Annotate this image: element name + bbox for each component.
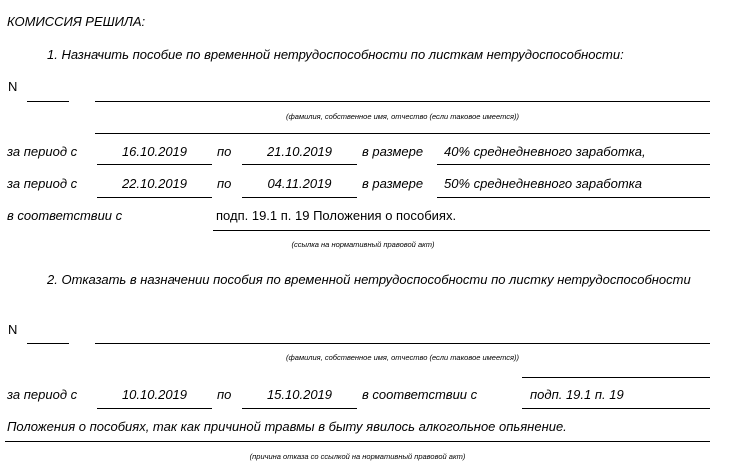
item1-n-line[interactable] <box>27 101 69 102</box>
period-2-from: 22.10.2019 <box>121 176 188 191</box>
period-1-from-line[interactable] <box>97 164 212 165</box>
period-1-from: 16.10.2019 <box>121 144 188 159</box>
item2-period-from-line[interactable] <box>97 408 212 409</box>
item2-reason-caption: (причина отказа со ссылкой на нормативный правовой акт) <box>249 452 466 461</box>
item2-reason-line[interactable] <box>5 441 710 442</box>
item1-n-label: N <box>8 79 18 94</box>
item2-period-from: 10.10.2019 <box>121 387 188 402</box>
item2-reason: Положения о пособиях, так как причиной травмы в быту явилось алкогольное опьянение. <box>7 419 567 434</box>
period-2-size-label: в размере <box>362 176 424 191</box>
period-1-label: за период с <box>7 144 78 159</box>
item2-period-label: за период с <box>7 387 78 402</box>
period-2-to: 04.11.2019 <box>267 176 332 191</box>
item2-period-to-line[interactable] <box>242 408 357 409</box>
item2-n-label: N <box>8 322 18 337</box>
period-2-amount-line[interactable] <box>437 197 710 198</box>
accordance-line[interactable] <box>213 230 710 231</box>
item2-accordance-line[interactable] <box>522 408 710 409</box>
period-2-to-label: по <box>217 176 232 191</box>
item2-text: 2. Отказать в назначении пособия по временной нетрудоспособности по листку нетрудоспособности <box>47 272 691 287</box>
item2-period-to: 15.10.2019 <box>266 387 333 402</box>
item2-n-line[interactable] <box>27 343 69 344</box>
item2-name-caption: (фамилия, собственное имя, отчество (если таковое имеется)) <box>286 353 519 362</box>
period-1-amount-line[interactable] <box>437 164 710 165</box>
accordance-caption: (ссылка на нормативный правовой акт) <box>291 240 435 249</box>
period-1-to: 21.10.2019 <box>266 144 333 159</box>
accordance-value: подп. 19.1 п. 19 Положения о пособиях. <box>216 208 457 223</box>
item2-accordance-value: подп. 19.1 п. 19 <box>530 387 624 402</box>
period-2-to-line[interactable] <box>242 197 357 198</box>
item2-period-to-label: по <box>217 387 232 402</box>
period-1-size-label: в размере <box>362 144 424 159</box>
period-1-to-line[interactable] <box>242 164 357 165</box>
period-2-label: за период с <box>7 176 78 191</box>
item1-top-line <box>95 133 710 134</box>
period-1-to-label: по <box>217 144 232 159</box>
item2-top-line <box>522 377 710 378</box>
period-2-amount: 50% среднедневного заработка <box>444 176 643 191</box>
item1-name-line[interactable] <box>95 101 710 102</box>
period-2-from-line[interactable] <box>97 197 212 198</box>
accordance-label: в соответствии с <box>7 208 123 223</box>
item1-name-caption: (фамилия, собственное имя, отчество (если таковое имеется)) <box>286 112 519 121</box>
item1-text: 1. Назначить пособие по временной нетрудоспособности по листкам нетрудоспособности: <box>47 47 624 62</box>
heading: КОМИССИЯ РЕШИЛА: <box>7 14 146 29</box>
item2-accordance-label: в соответствии с <box>362 387 478 402</box>
period-1-amount: 40% среднедневного заработка, <box>444 144 646 159</box>
item2-name-line[interactable] <box>95 343 710 344</box>
